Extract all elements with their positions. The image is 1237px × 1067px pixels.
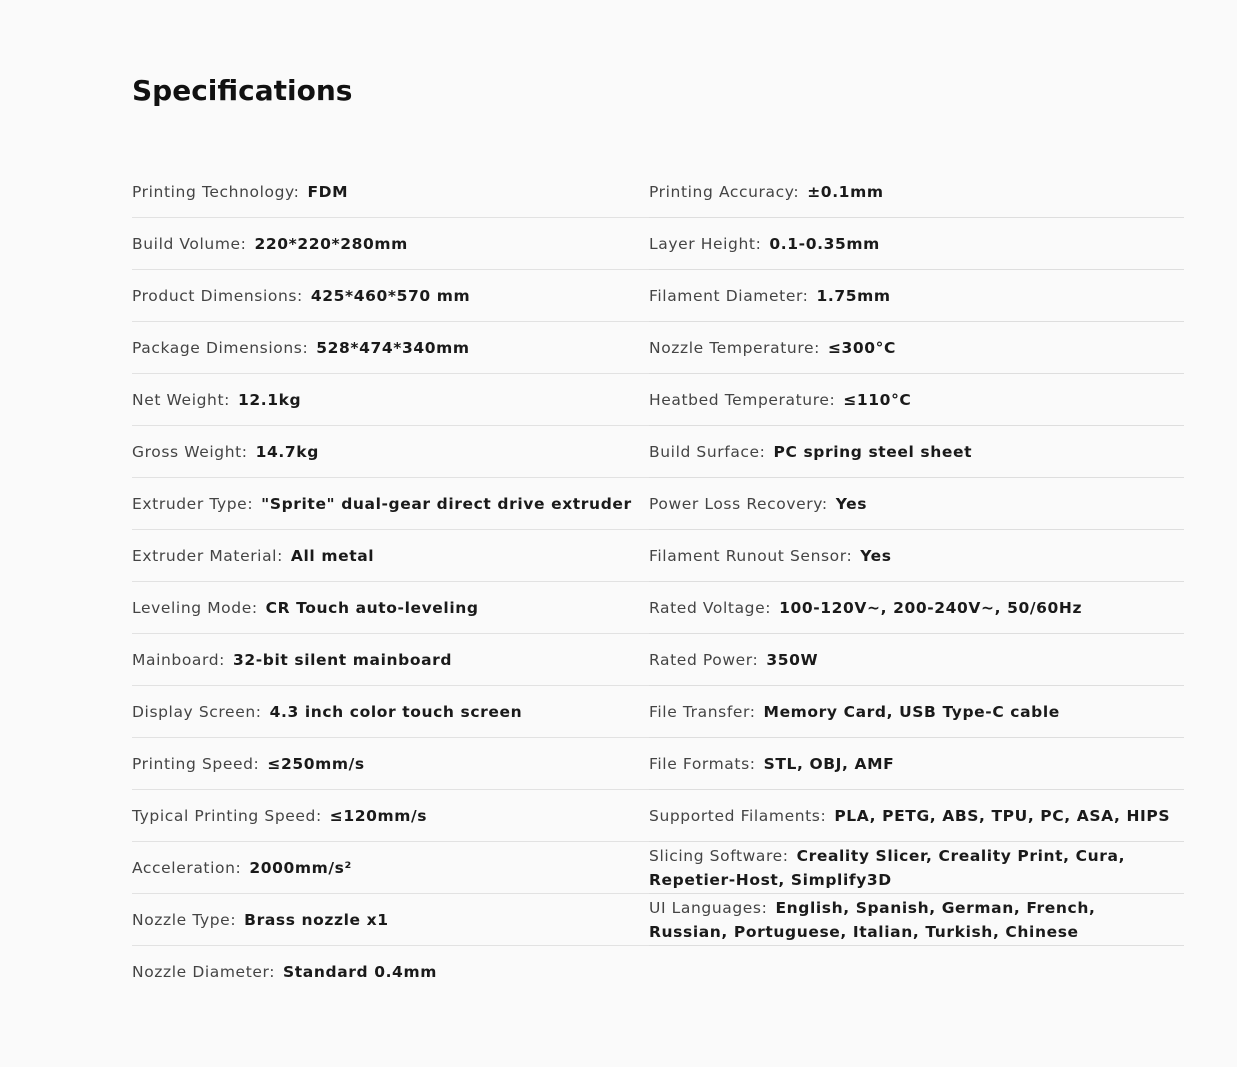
spec-label: Extruder Type: [132, 494, 254, 513]
spec-value: 32-bit silent mainboard [232, 650, 453, 669]
spec-value: 100-120V~, 200-240V~, 50/60Hz [779, 598, 1083, 617]
spec-label: Slicing Software: [649, 846, 789, 865]
spec-cell-left [132, 270, 649, 322]
spec-label: Nozzle Temperature: [649, 338, 820, 357]
spec-cell-left [132, 634, 649, 686]
spec-row [132, 790, 1184, 842]
spec-value: 425*460*570 mm [310, 286, 471, 305]
spec-cell-right [649, 374, 1184, 426]
spec-cell-right [649, 790, 1184, 842]
spec-cell-right [649, 426, 1184, 478]
spec-value: Standard 0.4mm [283, 963, 437, 981]
spec-item [649, 180, 884, 204]
spec-value: All metal [290, 546, 375, 565]
spec-cell-left [132, 894, 649, 946]
spec-row [132, 634, 1184, 686]
specifications-table [132, 166, 1184, 998]
spec-label: File Transfer: [649, 702, 756, 721]
spec-label: Printing Technology: [132, 182, 300, 201]
spec-label: Printing Speed: [132, 754, 260, 773]
spec-row [132, 270, 1184, 322]
spec-item [649, 492, 867, 516]
spec-item [132, 856, 352, 880]
spec-row [132, 218, 1184, 270]
spec-row [132, 946, 1184, 998]
spec-label: Rated Power: [649, 650, 759, 669]
spec-cell-right [649, 582, 1184, 634]
spec-cell-left [132, 166, 649, 218]
spec-label: Package Dimensions: [132, 338, 309, 357]
spec-cell-left [132, 686, 649, 738]
spec-cell-right [649, 634, 1184, 686]
spec-value: 350W [766, 650, 819, 669]
spec-label: Net Weight: [132, 390, 230, 409]
spec-label: Mainboard: [132, 650, 225, 669]
spec-item [132, 336, 470, 360]
spec-value: 12.1kg [237, 390, 302, 409]
spec-value: 0.1-0.35mm [769, 234, 880, 253]
spec-value: ≤300°C [827, 338, 897, 357]
spec-cell-right [649, 894, 1184, 946]
spec-item [132, 804, 427, 828]
spec-item [132, 908, 389, 932]
spec-value: Brass nozzle x1 [244, 910, 389, 929]
spec-value: 14.7kg [255, 442, 319, 461]
spec-label: Filament Runout Sensor: [649, 546, 853, 565]
spec-cell-left [132, 738, 649, 790]
spec-item [649, 388, 911, 412]
spec-label: Build Volume: [132, 234, 247, 253]
spec-item [649, 544, 892, 568]
spec-value: 4.3 inch color touch screen [269, 702, 523, 721]
spec-row [132, 894, 1184, 946]
spec-label: UI Languages: [649, 898, 768, 917]
spec-label: Filament Diameter: [649, 286, 809, 305]
spec-value: ≤250mm/s [267, 754, 365, 773]
spec-item [132, 388, 301, 412]
spec-row [132, 686, 1184, 738]
spec-value: PC spring steel sheet [773, 442, 973, 461]
spec-item [132, 284, 470, 308]
spec-cell-right [649, 270, 1184, 322]
spec-label: Leveling Mode: [132, 598, 258, 617]
spec-item [649, 700, 1060, 724]
spec-cell-left [132, 946, 649, 998]
spec-value: Yes [860, 546, 892, 565]
spec-item [649, 596, 1082, 620]
spec-cell-left [132, 322, 649, 374]
spec-row [132, 842, 1184, 894]
spec-item [649, 844, 1176, 892]
spec-value: "Sprite" dual-gear direct drive extruder [261, 494, 632, 513]
spec-value: FDM [307, 182, 349, 201]
spec-label: Acceleration: [132, 858, 242, 877]
spec-row [132, 322, 1184, 374]
spec-item [132, 700, 522, 724]
spec-label: Typical Printing Speed: [132, 806, 322, 825]
spec-value: STL, OBJ, AMF [763, 754, 895, 773]
spec-cell-left [132, 842, 649, 894]
spec-cell-left [132, 426, 649, 478]
spec-cell-left [132, 374, 649, 426]
spec-cell-right [649, 166, 1184, 218]
spec-value: ±0.1mm [807, 182, 884, 201]
spec-value: Creality Slicer, Creality Print, Cura, Repetier-Host, Simplify3D [649, 846, 1126, 889]
spec-cell-right [649, 218, 1184, 270]
spec-row [132, 166, 1184, 218]
spec-item [132, 180, 348, 204]
spec-value: ≤110°C [843, 390, 912, 409]
spec-item [649, 284, 891, 308]
spec-cell-right [649, 946, 1184, 998]
spec-label: Layer Height: [649, 234, 762, 253]
spec-row [132, 374, 1184, 426]
spec-label: Nozzle Diameter: [132, 963, 276, 981]
spec-item [649, 648, 818, 672]
spec-value: 2000mm/s² [249, 858, 352, 877]
spec-label: Rated Voltage: [649, 598, 772, 617]
spec-cell-right [649, 478, 1184, 530]
page-title: Specifications [132, 74, 353, 107]
spec-item [132, 492, 632, 516]
spec-label: Printing Accuracy: [649, 182, 800, 201]
spec-label: Extruder Material: [132, 546, 283, 565]
spec-item [649, 804, 1170, 828]
spec-label: Display Screen: [132, 702, 262, 721]
spec-value: ≤120mm/s [329, 806, 428, 825]
spec-cell-left [132, 218, 649, 270]
spec-item [132, 648, 452, 672]
spec-item [132, 232, 408, 256]
spec-value: 220*220*280mm [254, 234, 408, 253]
spec-item [649, 896, 1176, 944]
spec-label: Supported Filaments: [649, 806, 827, 825]
spec-cell-left [132, 790, 649, 842]
spec-cell-left [132, 478, 649, 530]
spec-label: Nozzle Type: [132, 910, 237, 929]
spec-cell-right [649, 530, 1184, 582]
spec-item [649, 232, 880, 256]
spec-label: File Formats: [649, 754, 756, 773]
spec-value: 528*474*340mm [316, 338, 470, 357]
spec-value: 1.75mm [816, 286, 891, 305]
spec-cell-left [132, 582, 649, 634]
spec-cell-right [649, 686, 1184, 738]
spec-cell-left [132, 530, 649, 582]
spec-value: Memory Card, USB Type-C cable [763, 702, 1060, 721]
spec-item [649, 336, 896, 360]
spec-item [649, 752, 894, 776]
spec-label: Heatbed Temperature: [649, 390, 836, 409]
spec-cell-right [649, 738, 1184, 790]
spec-label: Power Loss Recovery: [649, 494, 828, 513]
spec-value: English, Spanish, German, French, Russian, Portuguese, Italian, Turkish, Chinese [649, 898, 1096, 941]
spec-item [132, 752, 365, 776]
spec-item [132, 440, 319, 464]
spec-item [132, 596, 479, 620]
spec-cell-right [649, 842, 1184, 894]
spec-row [132, 582, 1184, 634]
spec-label: Product Dimensions: [132, 286, 303, 305]
spec-row [132, 426, 1184, 478]
spec-label: Gross Weight: [132, 442, 248, 461]
spec-value: CR Touch auto-leveling [265, 598, 479, 617]
spec-label: Build Surface: [649, 442, 766, 461]
spec-item [132, 544, 374, 568]
spec-value: Yes [835, 494, 868, 513]
spec-value: PLA, PETG, ABS, TPU, PC, ASA, HIPS [834, 806, 1171, 825]
spec-row [132, 530, 1184, 582]
spec-row [132, 478, 1184, 530]
spec-item [132, 960, 437, 984]
spec-item [649, 440, 972, 464]
spec-cell-right [649, 322, 1184, 374]
spec-row [132, 738, 1184, 790]
